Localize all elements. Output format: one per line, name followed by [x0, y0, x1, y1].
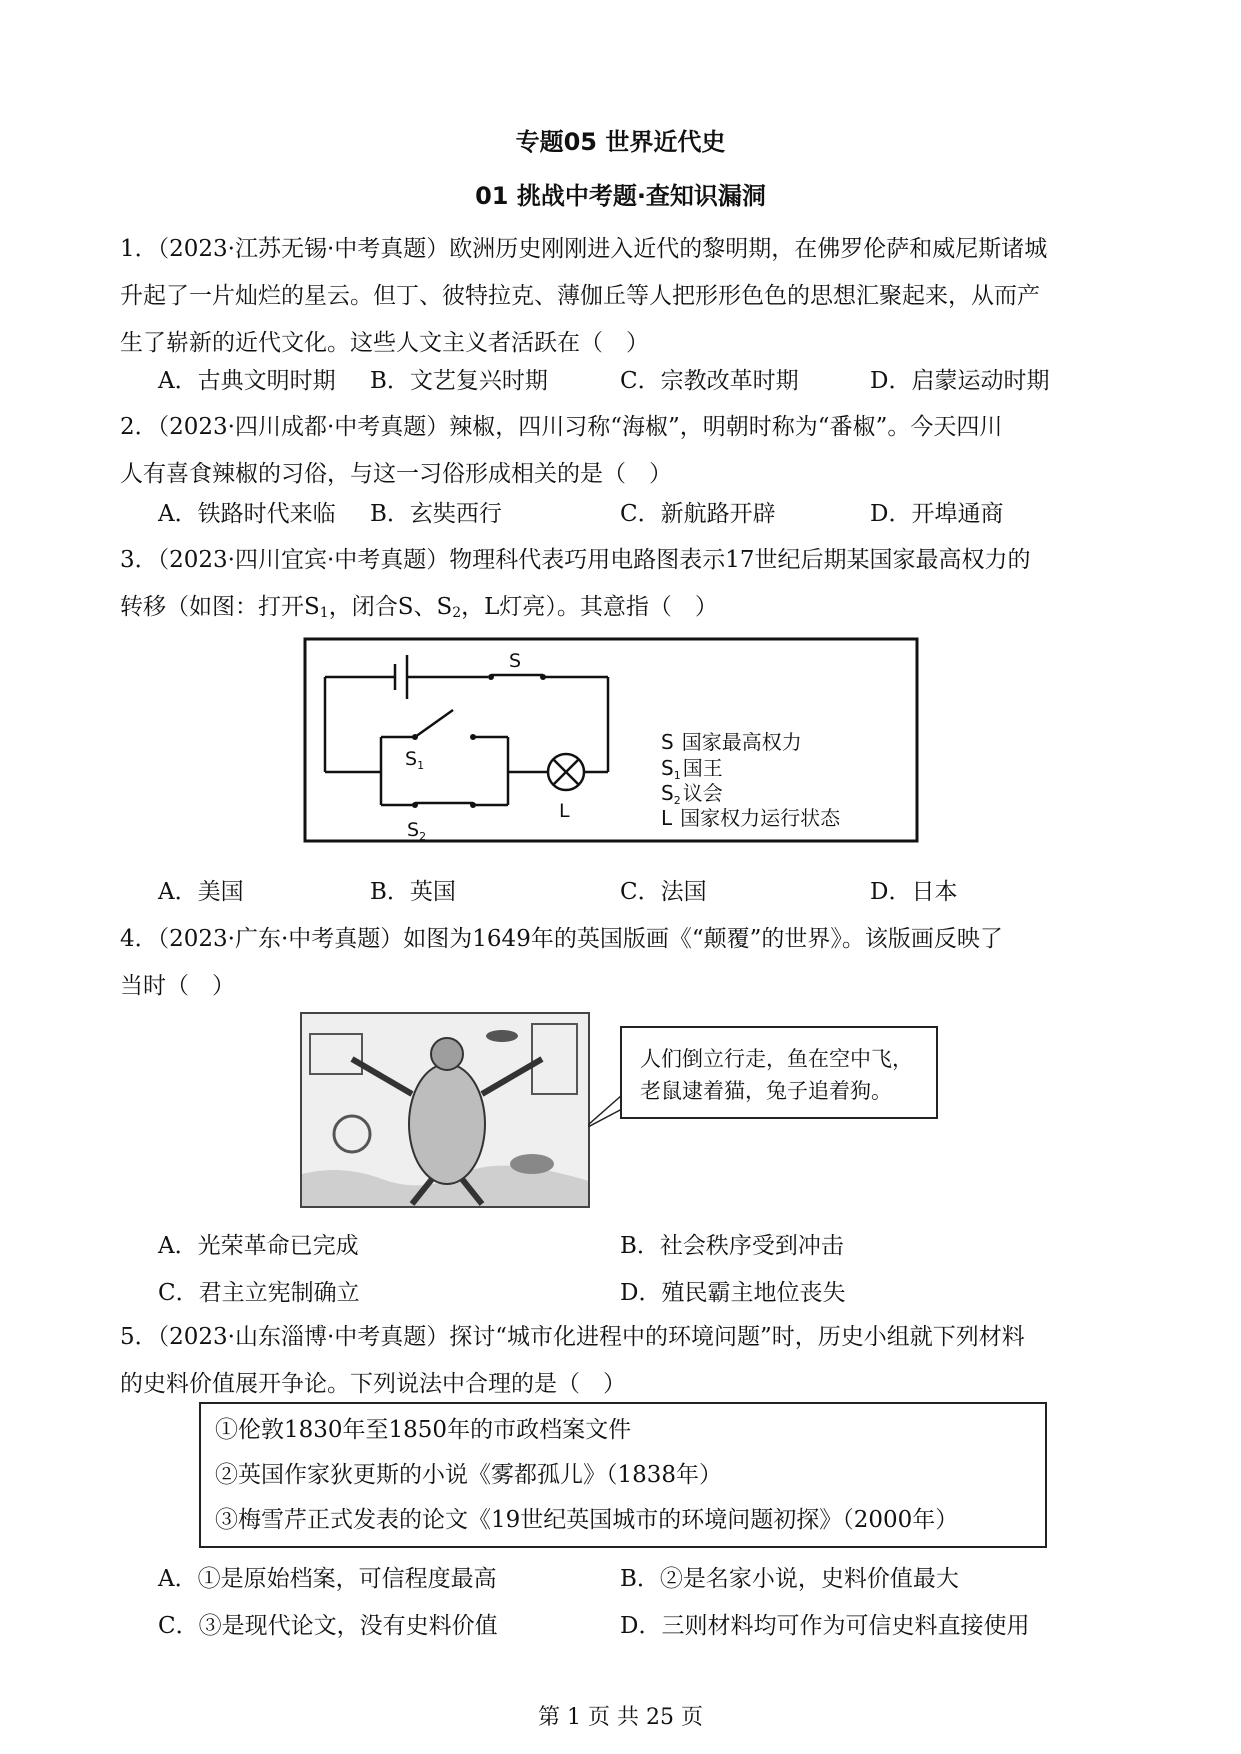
legend-item-s1: $S_1$ 国王	[661, 756, 723, 782]
label-s2: $S_2$	[407, 819, 427, 843]
q3-option-d: D．日本	[870, 879, 958, 905]
q4-option-d: D．殖民霸主地位丧失	[620, 1280, 846, 1306]
page-title: 专题05 世界近代史	[515, 128, 726, 156]
legend-item-l: L 国家权力运行状态	[661, 806, 841, 830]
speech-bubble	[620, 1026, 938, 1119]
q4-option-a: A．光荣革命已完成	[158, 1233, 359, 1259]
q3-line-2: 转移（如图：打开$S_1$，闭合S、$S_2$，L灯亮）。其意指（ ）	[120, 594, 718, 621]
label-l: L	[559, 800, 570, 822]
page-footer: 第 1 页 共 25 页	[538, 1705, 703, 1730]
q2-option-a: A．铁路时代来临	[158, 501, 336, 527]
legend-item-s: S 国家最高权力	[661, 730, 802, 754]
q3-option-a: A．美国	[158, 879, 244, 905]
label-s1: $S_1$	[405, 748, 425, 772]
q5-option-c: C．③是现代论文，没有史料价值	[158, 1613, 498, 1639]
q2-option-d: D．开埠通商	[870, 501, 1004, 527]
q1-line-1: 1．（2023·江苏无锡·中考真题）欧洲历史刚刚进入近代的黎明期，在佛罗伦萨和威尼斯诸城	[120, 236, 1048, 262]
q2-line-2: 人有喜食辣椒的习俗，与这一习俗形成相关的是（ ）	[120, 461, 672, 487]
q4-option-c: C．君主立宪制确立	[158, 1280, 360, 1306]
speech-pointer	[588, 1075, 624, 1127]
circuit-diagram	[303, 637, 921, 847]
material-1: ①伦敦1830年至1850年的市政档案文件	[215, 1417, 632, 1443]
q1-option-d: D．启蒙运动时期	[870, 368, 1050, 394]
q2-option-b: B．玄奘西行	[370, 501, 502, 527]
q4-line-2: 当时（ ）	[120, 973, 235, 999]
q2-line-1: 2．（2023·四川成都·中考真题）辣椒，四川习称“海椒”，明朝时称为“番椒”。今天四川	[120, 414, 1003, 440]
speech-line-1: 人们倒立行走，鱼在空中飞，	[640, 1047, 913, 1071]
woodcut-engraving-image	[300, 1012, 590, 1208]
q1-option-a: A．古典文明时期	[158, 368, 336, 394]
q4-line-1: 4．（2023·广东·中考真题）如图为1649年的英国版画《“颠覆”的世界》。该版画反映了	[120, 926, 1003, 952]
q5-line-2: 的史料价值展开争论。下列说法中合理的是（ ）	[120, 1371, 626, 1397]
section-subtitle: 01 挑战中考题·查知识漏洞	[475, 182, 766, 210]
q5-option-d: D．三则材料均可作为可信史料直接使用	[620, 1613, 1030, 1639]
q1-option-b: B．文艺复兴时期	[370, 368, 548, 394]
q5-line-1: 5．（2023·山东淄博·中考真题）探讨“城市化进程中的环境问题”时，历史小组就下列材料	[120, 1324, 1025, 1350]
legend-item-s2: $S_2$ 议会	[661, 781, 723, 807]
q3-option-c: C．法国	[620, 879, 707, 905]
q4-option-b: B．社会秩序受到冲击	[620, 1233, 844, 1259]
material-2: ②英国作家狄更斯的小说《雾都孤儿》（1838年）	[215, 1462, 723, 1488]
material-3: ③梅雪芹正式发表的论文《19世纪英国城市的环境问题初探》（2000年）	[215, 1507, 959, 1533]
q2-option-c: C．新航路开辟	[620, 501, 776, 527]
q1-option-c: C．宗教改革时期	[620, 368, 799, 394]
label-s: S	[509, 650, 522, 672]
q5-option-a: A．①是原始档案，可信程度最高	[158, 1566, 497, 1592]
speech-line-2: 老鼠逮着猫，兔子追着狗。	[640, 1079, 892, 1103]
q3-line-1: 3．（2023·四川宜宾·中考真题）物理科代表巧用电路图表示17世纪后期某国家最高权力的	[120, 547, 1031, 573]
circuit-legend	[661, 730, 841, 830]
q1-line-3: 生了崭新的近代文化。这些人文主义者活跃在（ ）	[120, 330, 649, 356]
q1-line-2: 升起了一片灿烂的星云。但丁、彼特拉克、薄伽丘等人把形形色色的思想汇聚起来，从而产	[120, 283, 1040, 309]
q3-option-b: B．英国	[370, 879, 456, 905]
q5-option-b: B．②是名家小说，史料价值最大	[620, 1566, 959, 1592]
materials-box	[199, 1402, 1047, 1548]
